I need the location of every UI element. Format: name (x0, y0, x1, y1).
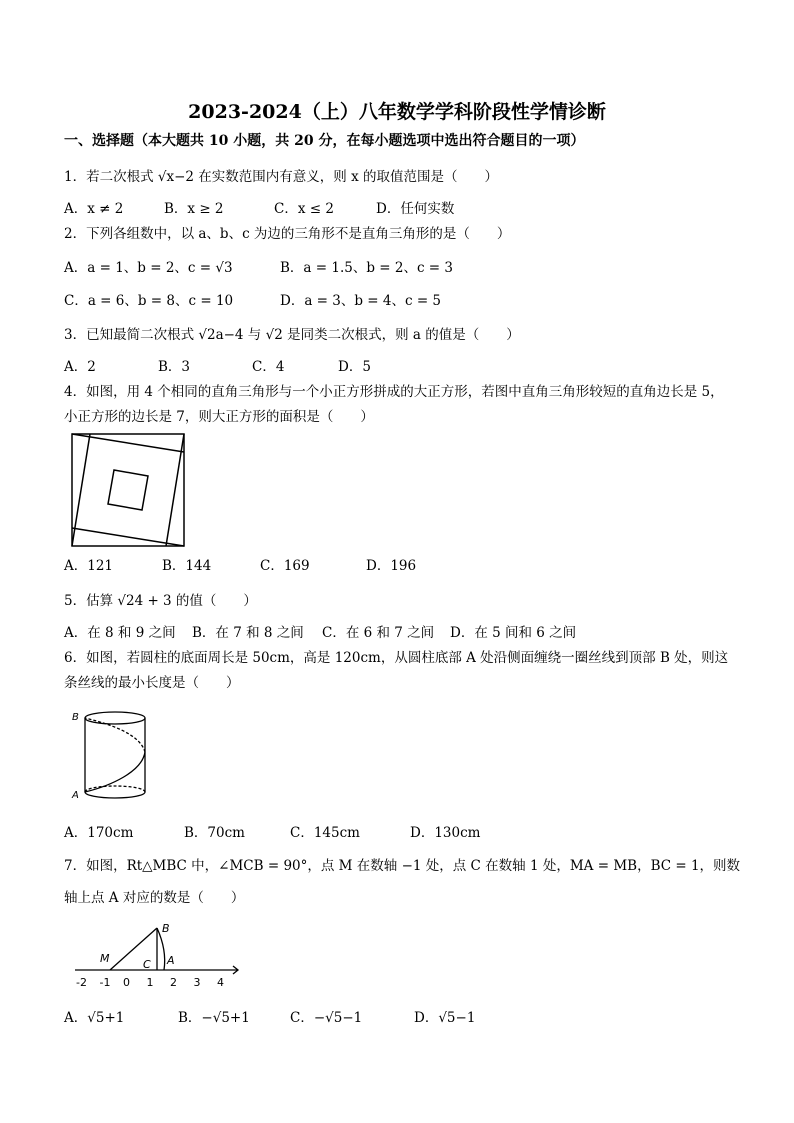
outer-square (72, 434, 184, 546)
q1-stem: 1．若二次根式 √x−2 在实数范围内有意义，则 x 的取值范围是（ ） (64, 169, 498, 185)
q6-option-d: D．130cm (410, 825, 481, 841)
cylinder-bottom-front (85, 792, 145, 798)
q4-options (64, 557, 416, 575)
q7-option-b: B．−√5+1 (178, 1010, 250, 1026)
q6-cylinder-figure (70, 706, 150, 804)
q7-number-line-figure (70, 920, 245, 992)
q7-options (64, 1009, 475, 1027)
label-m: M (100, 952, 110, 965)
page-title: 2023-2024（上）八年数学学科阶段性学情诊断 (188, 101, 606, 123)
q7-option-c: C．−√5−1 (290, 1010, 363, 1026)
q1-options (64, 200, 454, 218)
tick-label: -2 (76, 976, 87, 989)
q2-options-row2 (64, 292, 441, 310)
q7-option-d: D．√5−1 (414, 1010, 476, 1026)
label-c: C (143, 958, 151, 971)
label-b: B (72, 712, 79, 723)
q4-option-b: B．144 (162, 558, 212, 574)
q3-option-c: C．4 (252, 359, 285, 375)
q5-option-c: C．在 6 和 7 之间 (322, 625, 435, 641)
tick-label: 4 (217, 976, 224, 989)
q3-option-a: A．2 (64, 359, 96, 375)
tick-label: 3 (193, 976, 201, 989)
q2-option-c: C．a = 6、b = 8、c = 10 (64, 293, 234, 309)
q6-stem-line2: 条丝线的最小长度是（ ） (64, 675, 240, 691)
q4-stem-line1: 4．如图，用 4 个相同的直角三角形与一个小正方形拼成的大正方形，若图中直角三角形较短的直角边长是 5， (64, 384, 724, 400)
q6-options (64, 824, 480, 842)
q6-option-a: A．170cm (64, 825, 134, 841)
tick-label: 0 (123, 976, 130, 989)
q1-option-b: B．x ≥ 2 (164, 201, 224, 217)
q4-stem-line2: 小正方形的边长是 7，则大正方形的面积是（ ） (64, 409, 374, 425)
q3-stem: 3．已知最简二次根式 √2a−4 与 √2 是同类二次根式，则 a 的值是（ ） (64, 327, 520, 343)
q1-option-c: C．x ≤ 2 (274, 201, 334, 217)
q6-option-b: B．70cm (184, 825, 245, 841)
q5-options (64, 624, 576, 642)
q1-option-d: D．任何实数 (376, 201, 455, 217)
q5-option-b: B．在 7 和 8 之间 (192, 625, 304, 641)
q3-option-d: D．5 (338, 359, 371, 375)
q2-option-d: D．a = 3、b = 4、c = 5 (280, 293, 442, 309)
q4-square-figure (70, 432, 186, 548)
q2-stem: 2．下列各组数中，以 a、b、c 为边的三角形不是直角三角形的是（ ） (64, 226, 511, 242)
section-heading: 一、选择题（本大题共 10 小题，共 20 分，在每小题选项中选出符合题目的一项） (64, 133, 585, 149)
q6-stem-line1: 6．如图，若圆柱的底面周长是 50cm，高是 120cm，从圆柱底部 A 处沿侧面缠绕一圈丝线到顶部 B 处，则这 (64, 650, 729, 666)
q5-option-d: D．在 5 间和 6 之间 (450, 625, 577, 641)
q3-options (64, 358, 371, 376)
tick-label: 1 (146, 976, 154, 989)
q2-options-row1 (64, 259, 453, 277)
q7-option-a: A．√5+1 (64, 1010, 125, 1026)
label-a: A (167, 954, 175, 967)
q4-option-a: A．121 (64, 558, 114, 574)
q1-option-a: A．x ≠ 2 (64, 201, 124, 217)
label-a: A (72, 790, 79, 801)
q7-stem-line1: 7．如图，Rt△MBC 中，∠MCB = 90°，点 M 在数轴 −1 处，点 C 在数轴 1 处，MA = MB，BC = 1，则数 (64, 858, 741, 874)
q4-option-d: D．196 (366, 558, 417, 574)
label-b: B (162, 922, 170, 935)
thread-back (85, 718, 145, 752)
q7-stem-line2: 轴上点 A 对应的数是（ ） (64, 890, 245, 906)
q2-option-a: A．a = 1、b = 2、c = √3 (64, 260, 233, 276)
q3-option-b: B．3 (158, 359, 191, 375)
tick-label: -1 (99, 976, 111, 989)
q4-option-c: C．169 (260, 558, 310, 574)
cylinder-top (85, 712, 145, 724)
inner-square (108, 470, 148, 510)
q5-option-a: A．在 8 和 9 之间 (64, 625, 176, 641)
q6-option-c: C．145cm (290, 825, 360, 841)
q2-option-b: B．a = 1.5、b = 2、c = 3 (280, 260, 454, 276)
tick-label: 2 (170, 976, 177, 989)
q5-stem: 5．估算 √24 + 3 的值（ ） (64, 593, 257, 609)
